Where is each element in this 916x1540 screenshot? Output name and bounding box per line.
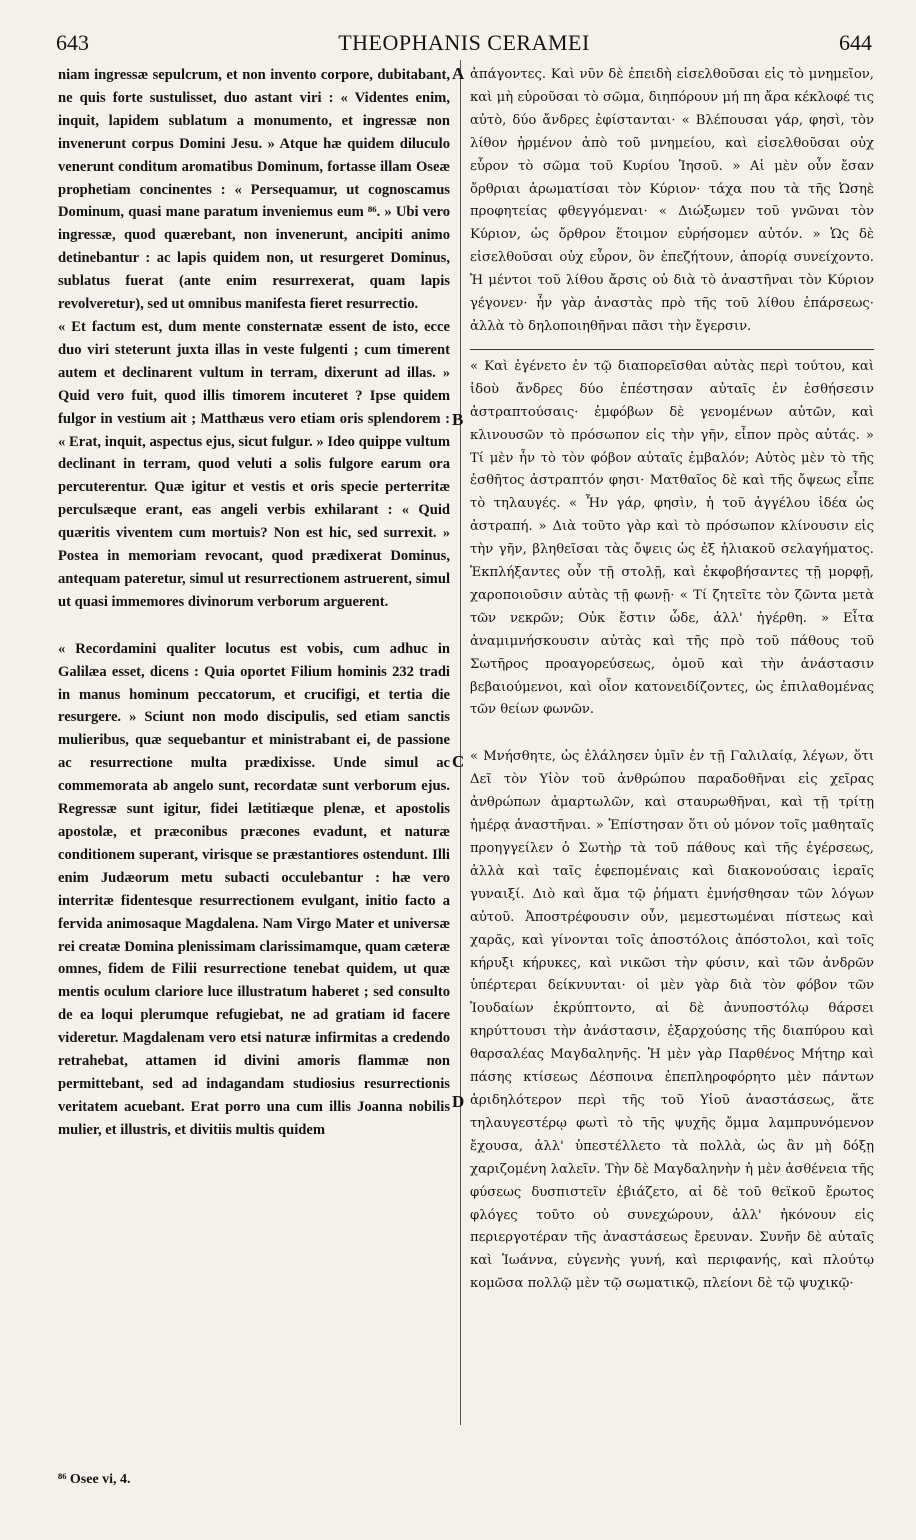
left-page-number: 643 (56, 30, 89, 55)
latin-column (58, 64, 450, 1142)
margin-letter-c: C (452, 752, 465, 771)
margin-letter-d: D (452, 1092, 465, 1111)
column-divider (460, 60, 461, 1425)
running-title: THEOPHANIS CERAMEI (338, 30, 590, 55)
greek-paragraph-1: ἀπάγοντες. Καὶ νῦν δὲ ἐπειδὴ εἰσελθοῦσαι εἰς τὸ μνημεῖον, καὶ μὴ εὑροῦσαι τὸ σῶμα, διηπόρουν μή πη ἄρα κέκλοφέ τις αὐτὸ, δύο ἄνδρες ἐφίστανται· « Βλέπουσαι γάρ, φησὶ, τὸν λίθον ἠρμένον ἀπὸ τοῦ μνημείου, καὶ εἰσελθοῦσαι οὐχ εὗρον τὸ σῶμα τοῦ Κυρίου Ἰησοῦ. » Αἱ μὲν οὖν ἔσαν ὄρθριαι ἀρωματίσαι τὸν Κύριον· τάχα που τὰ τῆς Ὠσηὲ προφητείας φθεγγόμεναι· « Διώξωμεν τοῦ γνῶναι τὸν Κύριον, ὡς ὄρθρον ἕτοιμον εὑρήσομεν αὐτόν. » Ὡς δὲ εἰσελθοῦσαι οὐχ εὗρον, ὃν ἐπεζήτουν, ἀπορίᾳ συνείχοντο. Ἡ μέντοι τοῦ λίθου ἄρσις οὐ διὰ τὸ ἀναστῆναι τὸν Κύριον γέγονεν· ἦν γὰρ ἀναστὰς πρὸ τῆς τοῦ λίθου ἐπάρσεως· ἀλλὰ τὸ δηλοποιηθῆναι πᾶσι τὴν ἔγερσιν. (470, 67, 874, 334)
section-rule (470, 349, 874, 350)
margin-letter-a: A (452, 64, 465, 83)
margin-letter-b: B (452, 410, 464, 429)
latin-paragraph-3: « Recordamini qualiter locutus est vobis, cum adhuc in Galilæa esset, dicens : Quia oportet Filium hominis 232 tradi in manus hominum peccatorum, et crucifigi, et tertia die resurgere. » Sciunt non modo discipulis, sed etiam sanctis mulieribus, quæ sequebantur et ministrabant ei, de passione ac resurrectione multa prædixisse. Unde simul ac commemorata ab angelo sunt, recordatæ sunt verborum ejus. Regressæ sunt igitur, fidei lætitiæque plenæ, et apostolis apostolæ, et præconibus præcones evadunt, et naturæ conditionem superant, virisque se præstantiores ostendunt. Illi enim Judæorum metu subacti occulebantur : hæ vero interritæ fidentesque resurrectionem evulgant, initio facto a fervida animosaque Magdalena. Nam Virgo Mater et universæ rei creatæ Domina plenissimam clarissimamque, quam cæteræ omnes, fidem de Filii resurrectione tenebat quidem, ut quæ mentis oculum clariore luce illustratum haberet ; sed consulto de ea loqui plerumque refugiebat, ne ad gratiam id facere videretur. Magdalenam vero etsi naturæ infirmitas a credendo retrahebat, attamen id divini amoris flammæ non permittebant, sed ad indagandam studiosius resurrectionis veritatem acuebant. Erat porro una cum illis Joanna nobilis mulier, et illustris, et divitiis multis quidem (58, 640, 450, 1138)
latin-paragraph-1: niam ingressæ sepulcrum, et non invento corpore, dubitabant, ne quis forte sustulisset, duo astant viri : « Videntes enim, inquit, lapidem sublatum a monumento, et ingressæ non invenerunt corpus Domini Jesu. » Atque hæ quidem diluculo venerunt conditum aromatibus Dominum, fortasse illam Oseæ prophetiam concinentes : « Persequamur, ut cognoscamus Dominum, quasi mane paratum inveniemus eum ⁸⁶. » Ubi vero ingressæ, quod quærebant, non invenerunt, ancipiti animo detinebantur : ac lapis quidem non, ut resurgeret Dominus, sublatus fuerat (ante enim resurrexerat, quam lapis revolveretur), sed ut omnibus manifesta fieret resurrectio. (58, 67, 450, 313)
latin-paragraph-2: « Et factum est, dum mente consternatæ essent de isto, ecce duo viri steterunt juxta illas in veste fulgenti ; cum timerent autem et declinarent vultum in terram, dixerunt ad illas. » Quid vero fuit, quod illis timorem incuteret ? Ipse quidem fulgor in vestium ait ; Matthæus vero etiam oris splendorem : « Erat, inquit, aspectus ejus, sicut fulgur. » Ideo quippe vultum declinant in terram, quod veluti a solis fulgore earum ora percuterentur. Quæ igitur et vestis et oris specie perterritæ perculsæque erant, eas angeli verbis exhilarant : « Quid quæritis viventem cum mortuis? Non est hic, sed surrexit. » Postea in memoriam revocant, quod prædixerat Dominus, antequam pateretur, simul ut resurrectionem astruerent, simul ut quasi immemores divinorum verborum arguerent. (58, 318, 450, 610)
footnote: ⁸⁶ Osee vi, 4. (58, 1472, 131, 1487)
greek-paragraph-2: « Καὶ ἐγένετο ἐν τῷ διαπορεῖσθαι αὐτὰς περὶ τούτου, καὶ ἰδοὺ ἄνδρες δύο ἐπέστησαν αὐταῖς ἐν ἐσθήσεσιν ἀστραπτούσαις· ἐμφόβων δὲ γενομένων αὐτῶν, καὶ κλινουσῶν τὸ πρόσωπον εἰς τὴν γῆν, εἶπον πρὸς αὐτάς. » Τί μὲν ἦν τὸ τὸν φόβον αὐταῖς ἐμβαλόν; Αὐτὸς μὲν τὸ τῆς ἐσθῆτος ἀστραπτόν φησι· Ματθαῖος δὲ καὶ τῆς ὄψεως εἶπε τὸ τηλαυγές. « Ἦν γάρ, φησὶν, ἡ τοῦ ἀγγέλου ἰδέα ὡς ἀστραπή. » Διὰ τοῦτο γὰρ καὶ τὸ πρόσωπον κλίνουσιν εἰς τὴν γῆν, βληθεῖσαι τὰς ὄψεις ὡς ἐξ ἡλιακοῦ σελαγήματος. Ἐκπλήξαντες οὖν τῇ στολῇ, καὶ ἐκφοβήσαντες τῇ μορφῇ, χαροποιοῦσιν αὐτὰς τῇ φωνῇ· « Τί ζητεῖτε τὸν ζῶντα μετὰ τῶν νεκρῶν; Οὐκ ἔστιν ὧδε, ἀλλ' ἠγέρθη. » Εἶτα ἀναμιμνήσκουσιν αὐτὰς καὶ τῆς πρὸ τοῦ πάθους τοῦ Σωτῆρος προαγορεύσεως, ὁμοῦ καὶ τὴν ἀνάστασιν βεβαιούμενοι, καὶ οἷον κατονειδίζοντες, ὡς ἐπιλαθομένας τῶν θείων φωνῶν. (470, 358, 874, 718)
page-header (56, 30, 872, 58)
greek-column (470, 64, 874, 1296)
right-page-number: 644 (839, 30, 872, 55)
greek-paragraph-3: « Μνήσθητε, ὡς ἐλάλησεν ὑμῖν ἐν τῇ Γαλιλαίᾳ, λέγων, ὅτι Δεῖ τὸν Υἱὸν τοῦ ἀνθρώπου παραδοθῆναι εἰς χεῖρας ἀνθρώπων ἁμαρτωλῶν, καὶ σταυρωθῆναι, καὶ τῇ τρίτῃ ἡμέρᾳ ἀναστῆναι. » Ἐπίστησαν ὅτι οὐ μόνον τοῖς μαθηταῖς προηγγείλεν ὁ Σωτὴρ τὰ τοῦ πάθους καὶ τῆς ἐγέρσεως, ἀλλὰ καὶ ταῖς ἑφεπομέναις καὶ διακονούσαις ἱεραῖς γυναιξί. Διὸ καὶ ἅμα τῷ ῥήματι ἐμνήσθησαν τῶν λόγων αὐτοῦ. Ἀποστρέφουσιν οὖν, μεμεστωμέναι πίστεως καὶ χαρᾶς, καὶ γίνονται τοῖς ἀποστόλοις ἀπόστολοι, καὶ τοῖς κήρυξι κήρυκες, καὶ νικῶσι τὴν φύσιν, καὶ τῶν ἀνδρῶν ὑπέρτεραι δείκνυνται· οἱ μὲν γὰρ διὰ τὸν φόβον τῶν Ἰουδαίων ἐκρύπτοντο, αἱ δὲ ἀνυποστόλῳ θάρσει κηρύττουσι τὴν ἀνάστασιν, ἐξαρχούσης τῆς διαπύρου καὶ θαρσαλέας Μαγδαληνῆς. Ἡ μὲν γὰρ Παρθένος Μήτηρ καὶ πάσης κτίσεως Δέσποινα ἐπεπληροφόρητο μὲν πάντων ἀριδηλότερον περὶ τῆς τοῦ Υἱοῦ ἀναστάσεως, ἅτε τηλαυγεστέρῳ φωτὶ τὸ τῆς ψυχῆς ὄμμα λαμπρυνόμενον ἔχουσα, ἀλλ' ὑπεστέλλετο τὰ πολλὰ, ὡς ἂν μὴ δόξῃ χαριζομένη λαλεῖν. Τὴν δὲ Μαγδαληνὴν ἡ μὲν ἀσθένεια τῆς φύσεως δυσπιστεῖν ἐβιάζετο, αἱ δὲ τοῦ θεϊκοῦ ἔρωτος φλόγες τοῦτο οὐ συνεχώρουν, ἀλλ' ἠκόνουν εἰς περιεργοτέραν τῆς ἀναστάσεως ἔρευναν. Συνῆν δὲ αὐταῖς καὶ Ἰωάννα, εὐγενὴς γυνή, καὶ περιφανής, καὶ πλούτῳ κομῶσα πολλῷ μὲν τῷ σωματικῷ, πλείονι δὲ τῷ ψυχικῷ· (470, 749, 874, 1292)
